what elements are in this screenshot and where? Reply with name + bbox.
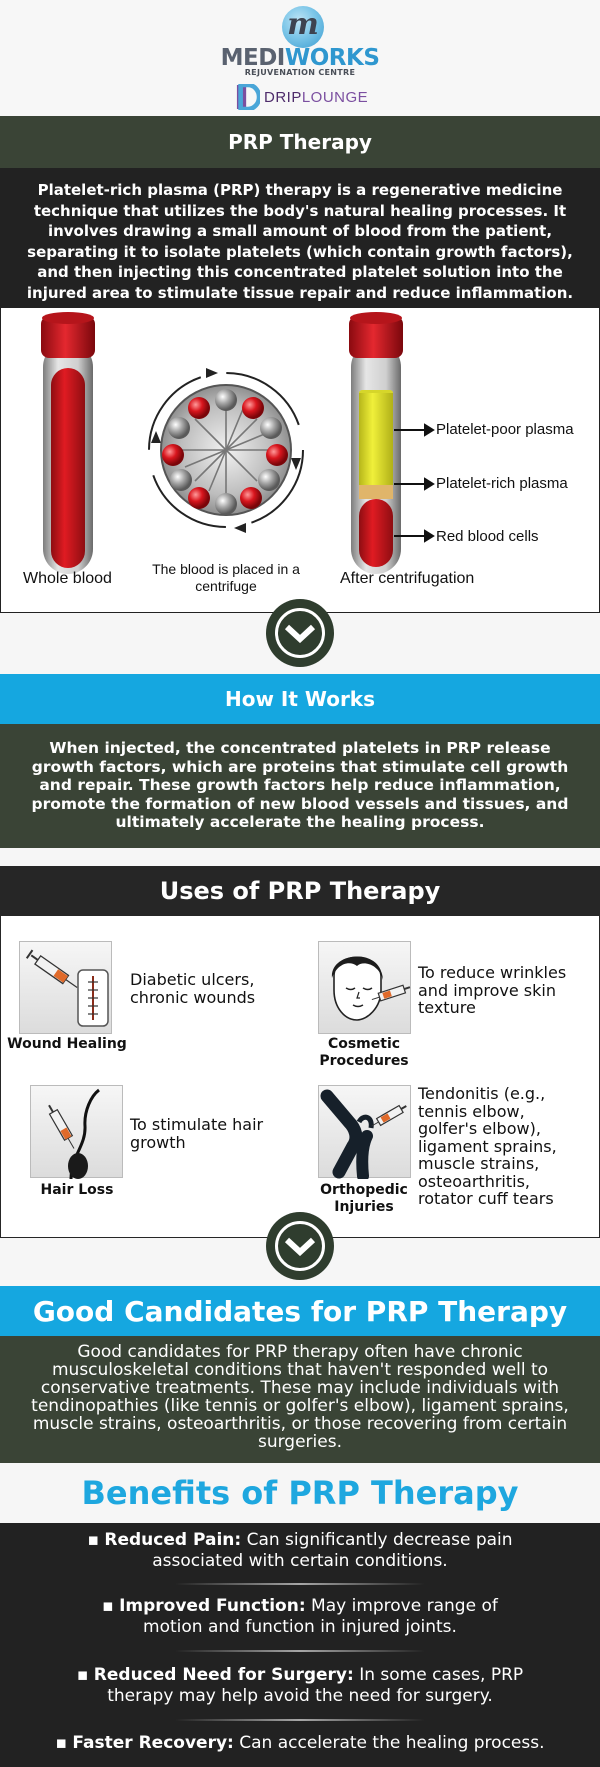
benefit-line2: therapy may help avoid the need for surgery. — [107, 1686, 493, 1706]
benefit-head: Reduced Need for Surgery: — [93, 1665, 354, 1685]
knee-joint-icon — [319, 1086, 412, 1179]
centrifuge-label — [146, 561, 306, 595]
benefit-item — [0, 1733, 600, 1754]
scroll-down-chevron-1 — [266, 599, 334, 667]
benefit-line1: ▪ Improved Function: May improve range of — [102, 1596, 498, 1616]
cosmetic-procedures-desc: To reduce wrinkles and improve skin texture — [418, 963, 567, 1017]
wound-healing-image — [19, 941, 112, 1034]
uses-grid — [0, 916, 600, 1238]
drip-text-a: DRIP — [264, 88, 302, 106]
hair-loss-desc: To stimulate hair growth — [130, 1115, 264, 1152]
orthopedic-injuries-image — [318, 1085, 411, 1178]
benefit-head: Reduced Pain: — [104, 1530, 242, 1550]
syringe-wound-icon — [20, 942, 113, 1035]
platelet-poor-plasma-label: Platelet-poor plasma — [436, 421, 574, 438]
how-it-works-text: When injected, the concentrated platelets in PRP release growth factors, which are proteins that stimulate cell growth and repair. These growth factors help reduce inflammation, promote the formation of new blood vessels and tissues, and ultimately accelerate the healing process. — [0, 724, 600, 848]
centrifuge-label-line1: The blood is placed in a — [152, 561, 300, 577]
centrifuge-label-line2: centrifuge — [195, 578, 257, 594]
brand-subtitle: REJUVENATION CENTRE — [244, 68, 356, 77]
scroll-down-chevron-2 — [266, 1212, 334, 1280]
benefit-item — [0, 1596, 600, 1638]
brand-name-part1: MEDI — [220, 45, 285, 71]
benefit-line1: ▪ Reduced Pain: Can significantly decrease pain — [87, 1530, 513, 1550]
benefit-text: Can significantly decrease pain — [241, 1530, 513, 1550]
benefit-separator — [175, 1583, 425, 1585]
centrifuge-rotor — [149, 368, 303, 533]
prp-intro-text: Platelet-rich plasma (PRP) therapy is a regenerative medicine technique that utilizes the body's natural healing processes. It involves drawing a small amount of blood from the patient, separating it to isolate platelets (which contain growth factors), and then injecting this concentrated platelet solution into the injured area to stimulate tissue repair and reduce inflammation. — [0, 168, 600, 308]
benefit-text: May improve range of — [305, 1596, 498, 1616]
cosmetic-procedures-label: Cosmetic Procedures — [319, 1036, 409, 1069]
how-it-works-title: How It Works — [0, 674, 600, 724]
wound-healing-desc: Diabetic ulcers, chronic wounds — [130, 970, 256, 1007]
benefits-list — [0, 1523, 600, 1767]
wound-healing-label: Wound Healing — [7, 1036, 127, 1052]
benefit-head: Improved Function: — [119, 1596, 306, 1616]
benefit-line1: ▪ Faster Recovery: Can accelerate the healing process. — [55, 1733, 545, 1753]
hair-loss-label: Hair Loss — [40, 1182, 114, 1198]
whole-blood-tube — [41, 312, 95, 574]
hair-follicle-icon — [31, 1086, 124, 1179]
red-blood-cells-label: Red blood cells — [436, 528, 539, 545]
drip-logo-icon — [236, 84, 260, 110]
orthopedic-injuries-label: Orthopedic Injuries — [320, 1182, 408, 1215]
benefit-separator — [175, 1719, 425, 1721]
drip-text-b: LOUNGE — [301, 88, 369, 106]
brand-name-part2: WORKS — [284, 45, 380, 71]
centrifuge-diagram — [0, 308, 600, 613]
platelet-rich-plasma-label: Platelet-rich plasma — [436, 475, 568, 492]
benefits-title: Benefits of PRP Therapy — [0, 1463, 600, 1523]
benefit-item — [0, 1530, 600, 1572]
good-candidates-text: Good candidates for PRP therapy often have chronic musculoskeletal conditions that haven't responded well to conservative treatments. These may include individuals with tendinopathies (like tennis or golfer's elbow), ligament sprains, muscle strains, osteoarthritis, or those recovering from certain surgeries. — [0, 1336, 600, 1463]
chevron-down-icon — [285, 1236, 315, 1256]
logo-header — [0, 0, 600, 116]
benefit-item — [0, 1665, 600, 1707]
benefit-line2: associated with certain conditions. — [152, 1551, 448, 1571]
good-candidates-title: Good Candidates for PRP Therapy — [0, 1286, 600, 1336]
benefit-text: In some cases, PRP — [353, 1665, 524, 1685]
whole-blood-label: Whole blood — [23, 570, 112, 587]
mediworks-logo-icon: m — [282, 6, 324, 48]
prp-therapy-title: PRP Therapy — [0, 116, 600, 168]
orthopedic-injuries-desc: Tendonitis (e.g., tennis elbow, golfer's elbow), ligament sprains, muscle strains, osteoarthritis, rotator cuff tears — [418, 1084, 557, 1208]
benefit-head: Faster Recovery: — [72, 1733, 234, 1753]
hair-loss-image — [30, 1085, 123, 1178]
benefit-line2: motion and function in injured joints. — [143, 1617, 457, 1637]
drip-lounge-logo — [236, 84, 368, 110]
benefit-text: Can accelerate the healing process. — [233, 1733, 545, 1753]
benefit-separator — [175, 1650, 425, 1652]
face-syringe-icon — [319, 942, 412, 1035]
uses-title: Uses of PRP Therapy — [0, 866, 600, 916]
benefit-line1: ▪ Reduced Need for Surgery: In some cases, PRP — [76, 1665, 524, 1685]
after-centrifugation-label: After centrifugation — [340, 570, 475, 587]
cosmetic-procedures-image — [318, 941, 411, 1034]
drip-lounge-text — [264, 89, 368, 106]
chevron-down-icon — [285, 623, 315, 643]
separated-blood-tube — [349, 312, 403, 574]
